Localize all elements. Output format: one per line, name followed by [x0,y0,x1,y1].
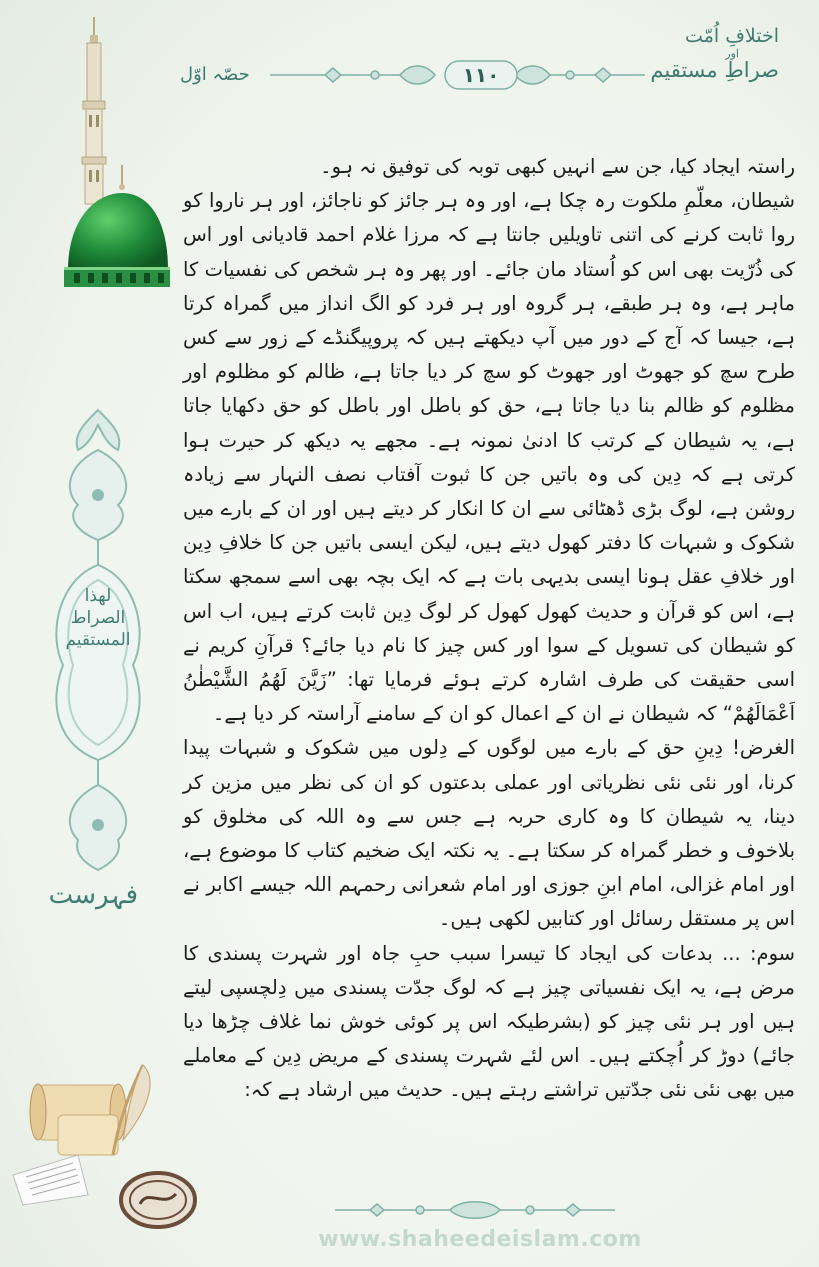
index-link[interactable]: فہرست [48,880,138,910]
footer-ornament-divider [330,1195,620,1225]
mosque-dome-illustration [60,15,170,300]
paragraph: الغرض! دِینِ حق کے بارے میں لوگوں کے دِلوں میں شکوک و شبہات پیدا کرنا، اور نئی نئی نظریاتی اور عملی بدعتوں کو ان کی نظر میں مزین کر دینا، یہ شیطان کا وہ کاری حربہ ہے جس سے وہ اللہ کی مخلوق کو بلاخوف و خطر گمراہ کر سکتا ہے۔ یہ نکتہ ایک ضخیم کتاب کا موضوع ہے، اور امام غزالی، امام ابنِ جوزی اور امام شعرانی رحمہم اللہ جیسے اکابر نے اس پر مستقل رسائل اور کتابیں لکھی ہیں۔ [183,736,795,931]
medallion-calligraphy: لھذا الصراط المستقیم [65,586,131,651]
section-label: حصّہ اوّل [180,64,250,85]
paragraph: سوم: ... بدعات کی ایجاد کا تیسرا سبب حبِ جاہ اور شہرت پسندی کا مرض ہے، یہ ایک نفسیاتی چیز ہے کہ لوگ جدّت پسندی میں دِلچسپی لیتے ہیں اور ہر نئی چیز کو (بشرطیکہ اس پر کوئی خوش نما غلاف چڑھا دیا جائے) دوڑ کر اُچکتے ہیں۔ اس لئے شہرت پسندی کے مریض دِین کے معاملے میں بھی نئی نئی جدّتیں تراشتے رہتے ہیں۔ حدیث میں ارشاد ہے کہ: [183,941,795,1102]
page-number: ۱۱۰ [462,63,500,87]
book-title-line3: صراطِ مستقیم [650,58,779,82]
book-title [639,25,779,82]
shaheed-e-islam-seal-logo [118,1170,198,1230]
website-url[interactable]: www.shaheedeislam.com [318,1227,642,1252]
book-title-line2: اور [725,47,739,60]
paragraph: شیطان، معلّمِ ملکوت رہ چکا ہے، اور وہ ہر جائز کو ناجائز، اور ہر ناروا کو روا ثابت کرنے کی اتنی تاویلیں جانتا ہے کہ مرزا غلام احمد قادیانی اور اس کی ذُرّیت بھی اس کو اُستاد مان جائے۔ اور پھر وہ ہر شخص کی نفسیات کا ماہر ہے، وہ ہر طبقے، ہر گروہ اور ہر فرد کو الگ انداز میں گمراہ کرتا ہے، جیسا کہ آج کے دور میں آپ دیکھتے ہیں کہ پروپیگنڈے کے زور سے کس طرح سچ کو جھوٹ اور جھوٹ کو سچ کر دیا جاتا ہے، ظالم کو مظلوم اور مظلوم کو ظالم بنا دیا جاتا ہے، حق کو باطل اور باطل کو حق دکھایا جاتا ہے، یہ شیطان کے کرتب کا ادنیٰ نمونہ ہے۔ مجھے یہ دیکھ کر حیرت ہوا کرتی ہے کہ دِین کی وہ باتیں جن کا ثبوت آفتاب نصف النہار سے زیادہ روشن ہے، لوگ بڑی ڈھٹائی سے ان کا انکار کر دیتے ہیں اور ان کے بارے میں شکوک و شبہات کا دفتر کھول دیتے ہیں، لیکن ایسی باتیں جن کا خلافِ دِین اور خلافِ عقل ہونا ایسی بدیہی بات ہے کہ ایک بچہ بھی اسے سمجھ سکتا ہے، اس کو قرآن و حدیث کھول کھول کر لوگ دِین ثابت کرتے ہیں، اب اس کو شیطان کی تسویل کے سوا اور کس چیز کا نام دیا جائے؟ قرآنِ کریم نے اسی حقیقت کی طرف اشارہ کرتے ہوئے فرمایا تھا: ”زَیَّنَ لَهُمُ الشَّیْطٰنُ اَعْمَالَهُمْ“ کہ شیطان نے ان کے اعمال کو ان کے سامنے آراستہ کر دیا ہے۔ [183,189,795,726]
main-text [183,150,795,1108]
paragraph: راستہ ایجاد کیا، جن سے انہیں کبھی توبہ کی توفیق نہ ہو۔ [320,155,795,178]
book-title-line1: اختلافِ اُمّت [685,25,779,47]
left-decorative-column [0,0,170,1267]
